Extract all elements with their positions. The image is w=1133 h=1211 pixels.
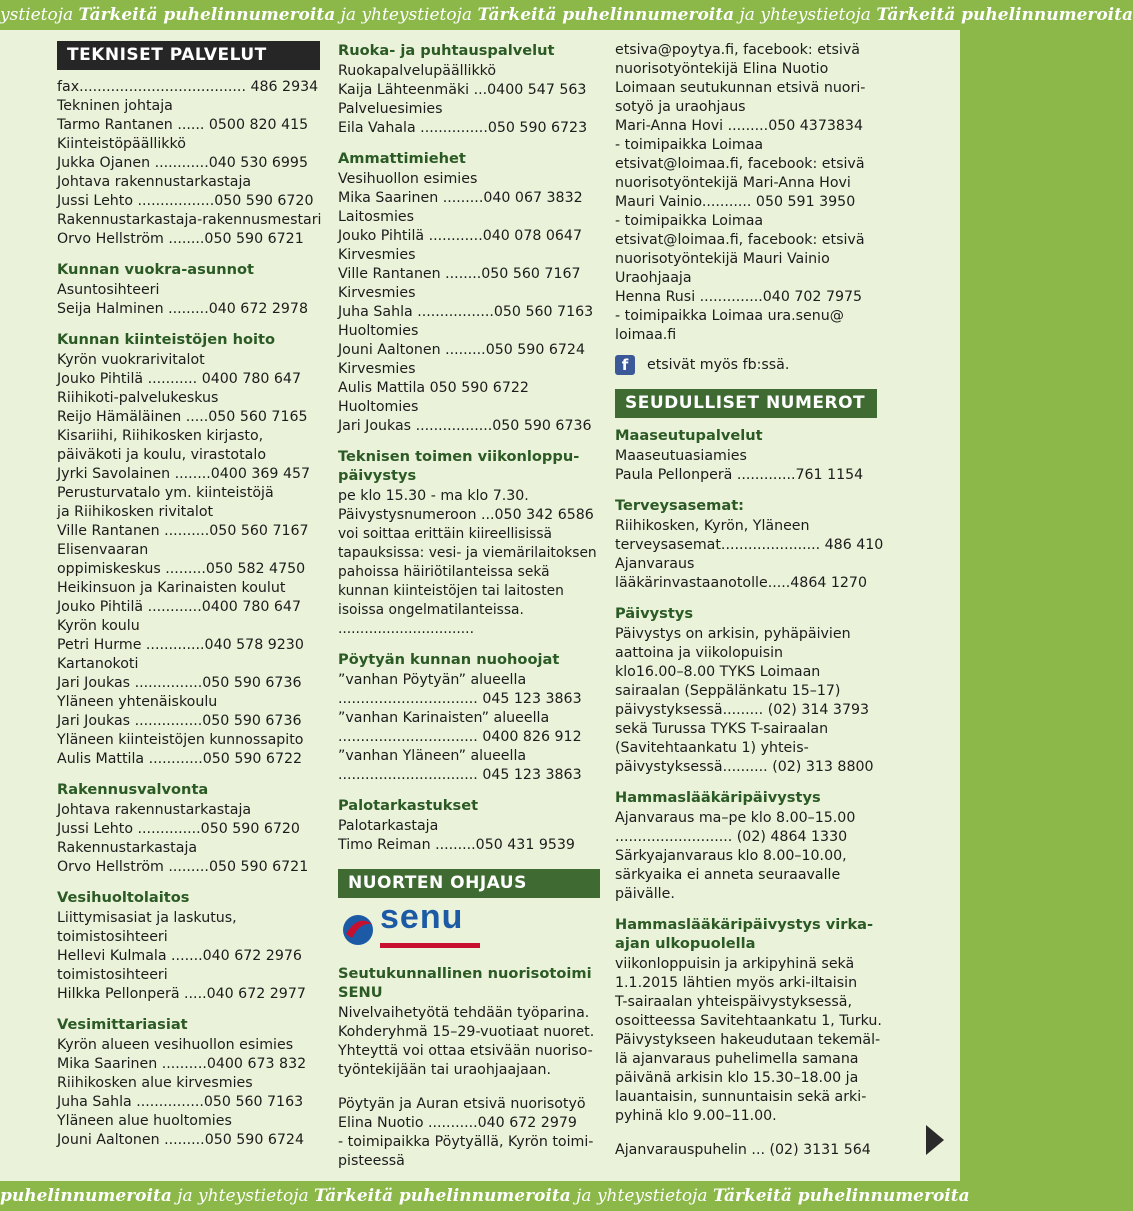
contact-line: T-sairaalan yhteispäivystyksessä,	[615, 994, 852, 1010]
contact-line: Kaija Lähteenmäki ...0400 547 563	[338, 82, 587, 98]
contact-line: Pöytyän ja Auran etsivä nuorisotyö	[338, 1096, 586, 1112]
contact-line: Kirvesmies	[338, 285, 416, 301]
contact-line: Elisenvaaran	[57, 542, 149, 558]
contact-line: terveysasemat...................... 486 410	[615, 537, 884, 553]
contact-line: Laitosmies	[338, 209, 415, 225]
page	[0, 30, 960, 1181]
contact-line: Kohderyhmä 15–29-vuotiaat nuoret.	[338, 1024, 595, 1040]
contact-line: Kyrön vuokrarivitalot	[57, 352, 205, 368]
contact-line: Ville Rantanen ..........050 560 7167	[57, 523, 309, 539]
contact-line: Seija Halminen .........040 672 2978	[57, 301, 308, 317]
contact-line: lauantaisin, sunnuntaisin sekä arki-	[615, 1089, 867, 1105]
contact-line: Asuntosihteeri	[57, 282, 160, 298]
contact-line: - toimipaikka Loimaa ura.senu@	[615, 308, 844, 324]
banner-text: Tärkeitä puhelinnumeroita	[712, 1186, 970, 1206]
contact-line: Yhteyttä voi ottaa etsivään nuoriso-	[338, 1043, 593, 1059]
contact-line: päiväkoti ja koulu, virastotalo	[57, 447, 266, 463]
contact-line: Palotarkastaja	[338, 818, 439, 834]
contact-line: Perusturvatalo ym. kiinteistöjä	[57, 485, 274, 501]
contact-line: Ruokapalvelupäällikkö	[338, 63, 497, 79]
contact-line: Huoltomies	[338, 399, 419, 415]
note-text: voi soittaa erittäin kiireellisissä tapauksissa: vesi- ja viemärilaitoksen pahoissa häiriötilanteissa sekä kunnan kiinteistöjen tai laitosten isoissa ongelmatilanteissa. ...............................	[338, 526, 597, 637]
contact-line: fax..................................... 486 2934	[57, 79, 319, 95]
contact-line: lääkärinvastaanotolle.....4864 1270	[615, 575, 867, 591]
contact-line: Jouko Pihtilä ............0400 780 647	[57, 599, 301, 615]
bottom-banner	[0, 1181, 970, 1211]
contact-line: Riihikosken alue kirvesmies	[57, 1075, 253, 1091]
section-heading: Rakennusvalvonta	[57, 781, 209, 798]
contact-line: särkyaika ei anneta seuraavalle	[615, 867, 841, 883]
contact-line: ”vanhan Pöytyän” alueella	[338, 672, 527, 688]
contact-line: (Savitehtaankatu 1) yhteis-	[615, 740, 809, 756]
contact-line: Juha Sahla ...............050 560 7163	[57, 1094, 304, 1110]
contact-line: päivystyksessä.......... (02) 313 8800	[615, 759, 874, 775]
contact-line: Huoltomies	[338, 323, 419, 339]
contact-line: nuorisotyöntekijä Mauri Vainio	[615, 251, 830, 267]
senu-logo-text: senu	[380, 898, 464, 936]
contact-line: Aulis Mattila 050 590 6722	[338, 380, 529, 396]
contact-line: Henna Rusi ..............040 702 7975	[615, 289, 863, 305]
section-header: NUORTEN OHJAUS	[338, 869, 600, 898]
contact-line: Ajanvaraus ma–pe klo 8.00–15.00	[615, 810, 856, 826]
contact-line: Jari Joukas ...............050 590 6736	[57, 713, 302, 729]
banner-text: ystietoja	[0, 5, 79, 25]
contact-line: ”vanhan Karinaisten” alueella	[338, 710, 550, 726]
contact-line: työntekijään tai uraohjaajaan.	[338, 1062, 551, 1078]
contact-line: Kirvesmies	[338, 361, 416, 377]
section-heading: Päivystys	[615, 605, 694, 622]
contact-line: ”vanhan Yläneen” alueella	[338, 748, 527, 764]
contact-line: Timo Reiman .........050 431 9539	[338, 837, 575, 853]
contact-line: loimaa.fi	[615, 327, 677, 343]
contact-line: Jouko Pihtilä ............040 078 0647	[338, 228, 582, 244]
contact-line: Jari Joukas .................050 590 6736	[338, 418, 592, 434]
senu-logo-mark-icon	[338, 908, 378, 952]
section-heading: Seutukunnallinen nuorisotoimi SENU	[338, 965, 592, 1001]
contact-line: Jyrki Savolainen ........0400 369 457	[57, 466, 311, 482]
contact-line: Juha Sahla .................050 560 7163	[338, 304, 594, 320]
spacer	[615, 1126, 877, 1141]
contact-line: Johtava rakennustarkastaja	[57, 802, 252, 818]
section-heading: Kunnan vuokra-asunnot	[57, 261, 254, 278]
contact-line: Reijo Hämäläinen .....050 560 7165	[57, 409, 308, 425]
contact-line: Vesihuollon esimies	[338, 171, 478, 187]
contact-line: sotyö ja uraohjaus	[615, 99, 746, 115]
contact-line: Orvo Hellström ........050 590 6721	[57, 231, 304, 247]
contact-line: Rakennustarkastaja-rakennusmestari	[57, 212, 322, 228]
section-heading: Maaseutupalvelut	[615, 427, 763, 444]
senu-logo-strip	[380, 943, 480, 948]
facebook-icon: f	[615, 355, 635, 375]
senu-logo	[338, 898, 498, 950]
contact-line: - toimipaikka Loimaa	[615, 213, 764, 229]
contact-line: Jukka Ojanen ............040 530 6995	[57, 155, 308, 171]
column-food-and-youth	[338, 41, 600, 1171]
contact-line: Päivystysnumeroon ...050 342 6586	[338, 507, 594, 523]
next-page-arrow-icon[interactable]	[926, 1125, 944, 1155]
section-heading: Hammaslääkäripäivystys	[615, 789, 821, 806]
contact-line: ja Riihikosken rivitalot	[57, 504, 214, 520]
banner-text: puhelinnumeroita	[0, 1186, 172, 1206]
contact-line: Päivystys on arkisin, pyhäpäivien	[615, 626, 851, 642]
contact-line: pyhinä klo 9.00–11.00.	[615, 1108, 777, 1124]
contact-line: Yläneen kiinteistöjen kunnossapito	[57, 732, 304, 748]
column-regional-numbers	[615, 41, 884, 1160]
contact-line: etsivat@loimaa.fi, facebook: etsivä	[615, 232, 865, 248]
contact-line: Jussi Lehto .................050 590 6720	[57, 193, 314, 209]
contact-line: Jouko Pihtilä ........... 0400 780 647	[57, 371, 301, 387]
column-technical-services	[57, 41, 320, 1150]
contact-line: Kyrön alueen vesihuollon esimies	[57, 1037, 294, 1053]
section-heading: Ruoka- ja puhtauspalvelut	[338, 42, 555, 59]
contact-line: - toimipaikka Loimaa	[615, 137, 764, 153]
contact-line: Petri Hurme .............040 578 9230	[57, 637, 304, 653]
contact-line: aattoina ja viikolopuisin	[615, 645, 784, 661]
banner-text: Tärkeitä puhelinnumeroita	[78, 5, 336, 25]
contact-line: Paula Pellonperä .............761 1154	[615, 467, 864, 483]
contact-line: Päivystykseen hakeudutaan tekemäl-	[615, 1032, 881, 1048]
contact-line: toimistosihteeri	[57, 967, 168, 983]
contact-line: Nivelvaihetyötä tehdään työparina.	[338, 1005, 590, 1021]
contact-line: etsiva@poytya.fi, facebook: etsivä	[615, 42, 860, 58]
contact-line: Yläneen yhtenäiskoulu	[57, 694, 218, 710]
contact-line: pe klo 15.30 - ma klo 7.30.	[338, 488, 529, 504]
contact-line: Palveluesimies	[338, 101, 443, 117]
contact-line: toimistosihteeri	[57, 929, 168, 945]
banner-text: ja yhteystietoja	[570, 1186, 713, 1206]
section-heading: Hammaslääkäripäivystys virka-ajan ulkopuolella	[615, 916, 874, 952]
section-heading: Kunnan kiinteistöjen hoito	[57, 331, 275, 348]
contact-line: Ville Rantanen ........050 560 7167	[338, 266, 581, 282]
facebook-note: etsivät myös fb:ssä.	[647, 356, 790, 373]
facebook-row	[615, 355, 877, 375]
contact-line: päivänä arkisin klo 15.30–18.00 ja	[615, 1070, 859, 1086]
banner-text: Tärkeitä puhelinnumeroita	[876, 5, 1133, 25]
contact-line: sairaalan (Seppälänkatu 15–17)	[615, 683, 841, 699]
banner-text: Tärkeitä puhelinnumeroita	[477, 5, 735, 25]
contact-line: Mika Saarinen .........040 067 3832	[338, 190, 583, 206]
contact-line: Tarmo Rantanen ...... 0500 820 415	[57, 117, 309, 133]
contact-line: Ajanvaraus	[615, 556, 695, 572]
contact-line: päivälle.	[615, 886, 675, 902]
contact-line: klo16.00–8.00 TYKS Loimaan	[615, 664, 821, 680]
contact-line: ............................... 0400 826 912	[338, 729, 582, 745]
section-heading: Terveysasemat:	[615, 497, 745, 514]
contact-line: oppimiskeskus .........050 582 4750	[57, 561, 306, 577]
contact-line: Liittymisasiat ja laskutus,	[57, 910, 237, 926]
contact-line: Loimaan seutukunnan etsivä nuori-	[615, 80, 866, 96]
section-header: SEUDULLISET NUMEROT	[615, 389, 877, 418]
section-heading: Vesihuoltolaitos	[57, 889, 190, 906]
contact-line: Hilkka Pellonperä .....040 672 2977	[57, 986, 306, 1002]
contact-line: Mika Saarinen ..........0400 673 832	[57, 1056, 307, 1072]
section-heading: Palotarkastukset	[338, 797, 479, 814]
section-header: TEKNISET PALVELUT	[57, 41, 320, 70]
contact-line: Jussi Lehto ..............050 590 6720	[57, 821, 300, 837]
contact-line: 1.1.2015 lähtien myös arki-iltaisin	[615, 975, 858, 991]
contact-line: Uraohjaaja	[615, 270, 692, 286]
section-heading: Pöytyän kunnan nuohoojat	[338, 651, 560, 668]
contact-line: Kiinteistöpäällikkö	[57, 136, 186, 152]
contact-line: - toimipaikka Pöytyällä, Kyrön toimi-	[338, 1134, 594, 1150]
contact-line: Rakennustarkastaja	[57, 840, 198, 856]
contact-line: Tekninen johtaja	[57, 98, 173, 114]
contact-line: viikonloppuisin ja arkipyhinä sekä	[615, 956, 855, 972]
contact-line: ............................... 045 123 3863	[338, 767, 582, 783]
contact-line: Elina Nuotio ...........040 672 2979	[338, 1115, 577, 1131]
contact-line: lä ajanvaraus puhelimella samana	[615, 1051, 859, 1067]
contact-line: Ajanvarauspuhelin ... (02) 3131 564	[615, 1142, 871, 1158]
banner-text: Tärkeitä puhelinnumeroita	[314, 1186, 571, 1206]
contact-line: Riihikoti-palvelukeskus	[57, 390, 219, 406]
banner-text: ja yhteystietoja	[335, 5, 478, 25]
contact-line: Hellevi Kulmala .......040 672 2976	[57, 948, 302, 964]
contact-line: Mari-Anna Hovi .........050 4373834	[615, 118, 863, 134]
banner-text: ja yhteystietoja	[171, 1186, 315, 1206]
contact-line: Kirvesmies	[338, 247, 416, 263]
contact-line: Jouni Aaltonen .........050 590 6724	[338, 342, 585, 358]
contact-line: Mauri Vainio........... 050 591 3950	[615, 194, 856, 210]
section-heading: Vesimittariasiat	[57, 1016, 188, 1033]
contact-line: pisteessä	[338, 1153, 405, 1169]
contact-line: .......................... (02) 4864 1330	[615, 829, 848, 845]
spacer	[338, 1080, 600, 1095]
top-banner	[0, 0, 1133, 30]
contact-line: Kartanokoti	[57, 656, 139, 672]
contact-line: nuorisotyöntekijä Elina Nuotio	[615, 61, 829, 77]
section-heading: Ammattimiehet	[338, 150, 466, 167]
contact-line: Riihikosken, Kyrön, Yläneen	[615, 518, 810, 534]
contact-line: Aulis Mattila ............050 590 6722	[57, 751, 303, 767]
contact-line: Yläneen alue huoltomies	[57, 1113, 232, 1129]
contact-line: Orvo Hellström .........050 590 6721	[57, 859, 309, 875]
contact-line: Johtava rakennustarkastaja	[57, 174, 252, 190]
banner-text: ja yhteystietoja	[734, 5, 877, 25]
contact-line: ............................... 045 123 3863	[338, 691, 582, 707]
contact-line: Särkyajanvaraus klo 8.00–10.00,	[615, 848, 847, 864]
contact-line: Eila Vahala ...............050 590 6723	[338, 120, 588, 136]
contact-line: päivystyksessä......... (02) 314 3793	[615, 702, 870, 718]
contact-line: nuorisotyöntekijä Mari-Anna Hovi	[615, 175, 851, 191]
section-heading: Teknisen toimen viikonloppu-päivystys	[338, 448, 580, 484]
contact-line: Jouni Aaltonen .........050 590 6724	[57, 1132, 304, 1148]
contact-line: Kisariihi, Riihikosken kirjasto,	[57, 428, 264, 444]
contact-line: osoitteessa Savitehtaankatu 1, Turku.	[615, 1013, 882, 1029]
contact-line: Jari Joukas ...............050 590 6736	[57, 675, 302, 691]
contact-line: Heikinsuon ja Karinaisten koulut	[57, 580, 286, 596]
contact-line: sekä Turussa TYKS T-sairaalan	[615, 721, 829, 737]
contact-line: etsivat@loimaa.fi, facebook: etsivä	[615, 156, 865, 172]
contact-line: Kyrön koulu	[57, 618, 140, 634]
contact-line: Maaseutuasiamies	[615, 448, 747, 464]
